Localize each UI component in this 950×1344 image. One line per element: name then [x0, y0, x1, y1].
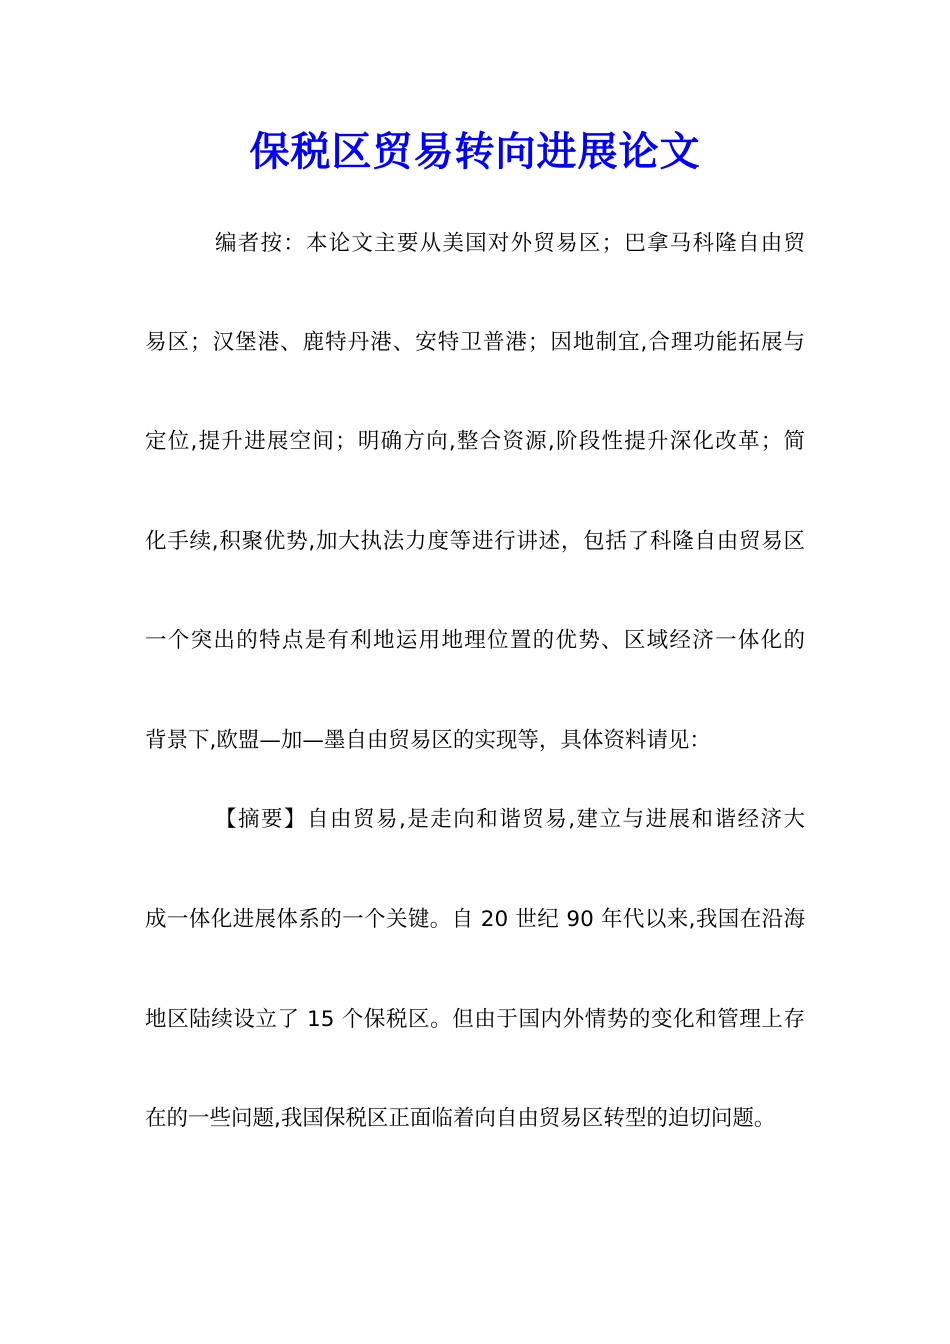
abstract-line-4: 在的一些问题,我国保税区正面临着向自由贸易区转型的迫切问题。 [145, 1106, 776, 1131]
abstract-line-1: 【摘要】自由贸易,是走向和谐贸易,建立与进展和谐经济大 [215, 807, 805, 832]
abstract-line-3: 地区陆续设立了 15 个保税区。但由于国内外情势的变化和管理上存 [145, 1007, 805, 1032]
editor-note-line-2: 易区；汉堡港、鹿特丹港、安特卫普港；因地制宜,合理功能拓展与 [145, 330, 805, 355]
editor-note-line-6: 背景下,欧盟—加—墨自由贸易区的实现等，具体资料请见： [145, 728, 711, 753]
editor-note-line-1: 编者按：本论文主要从美国对外贸易区；巴拿马科隆自由贸 [215, 231, 805, 256]
abstract-line-2: 成一体化进展体系的一个关键。自 20 世纪 90 年代以来,我国在沿海 [145, 907, 805, 932]
editor-note-line-3: 定位,提升进展空间；明确方向,整合资源,阶段性提升深化改革；简 [145, 429, 805, 454]
editor-note-line-4: 化手续,积聚优势,加大执法力度等进行讲述，包括了科隆自由贸易区 [145, 529, 805, 554]
editor-note-line-5: 一个突出的特点是有利地运用地理位置的优势、区域经济一体化的 [145, 628, 805, 653]
document-title: 保税区贸易转向进展论文 [249, 128, 701, 175]
